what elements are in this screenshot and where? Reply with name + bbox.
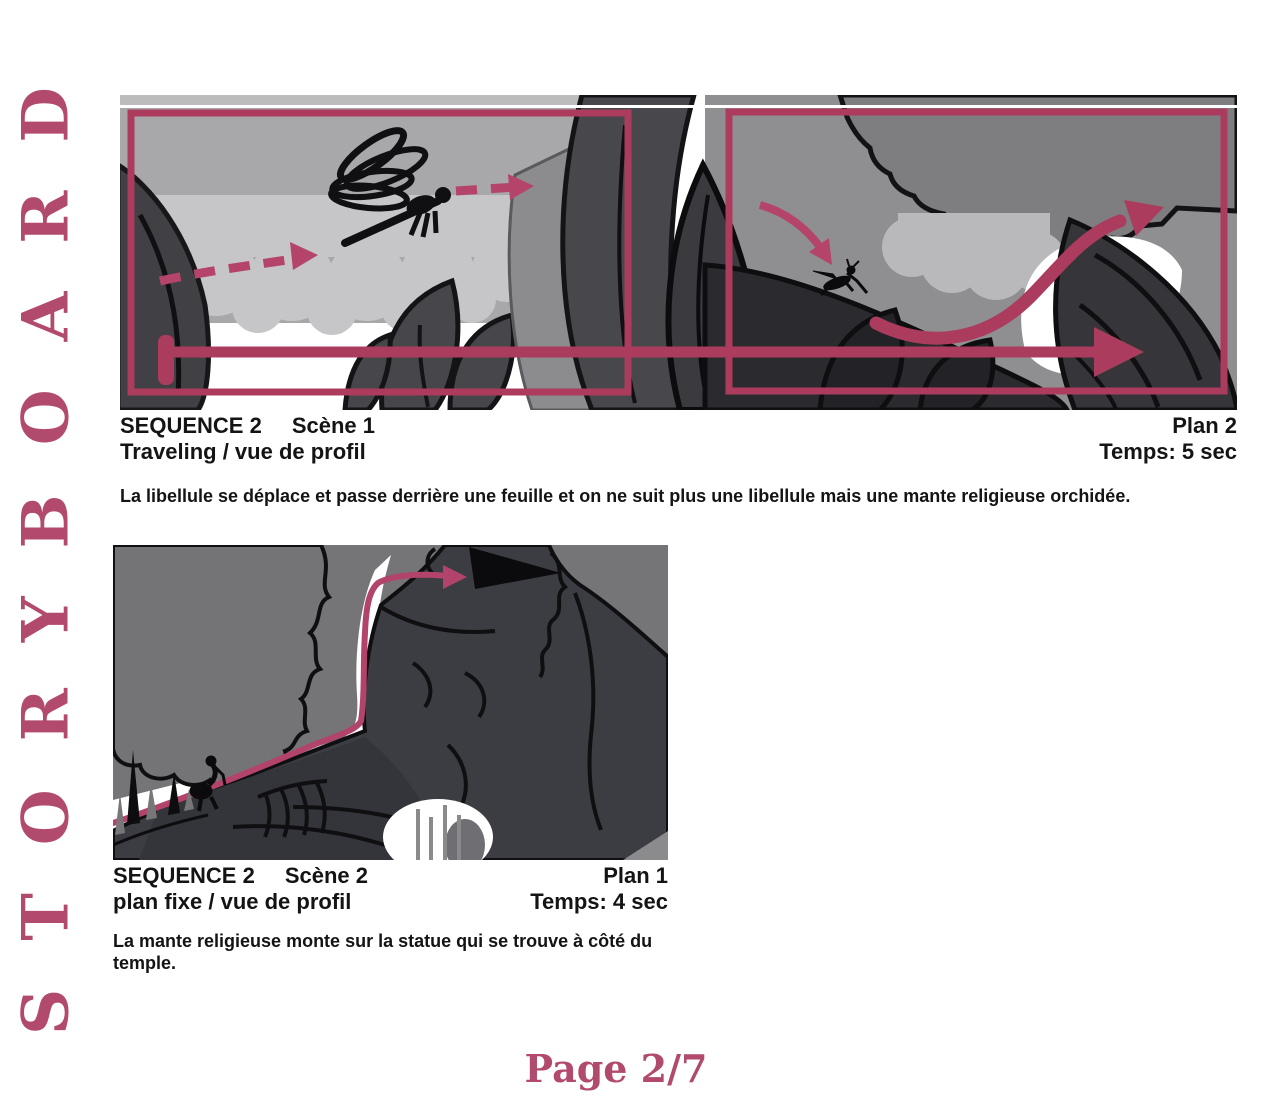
- duration-label-1: Temps: 5 sec: [1099, 439, 1237, 464]
- plan-label-1: Plan 2: [1172, 413, 1237, 438]
- shot-info-1: [120, 413, 1237, 465]
- scene-label-1: Scène 1: [291, 413, 375, 438]
- storyboard-panel-1: [120, 95, 1237, 410]
- plan-label-2: Plan 1: [603, 863, 668, 888]
- shot-type-1: Traveling / vue de profil: [120, 439, 366, 464]
- storyboard-art-1: [120, 95, 1237, 410]
- sequence-label-2: SEQUENCE 2: [113, 863, 255, 888]
- shot-description-1: La libellule se déplace et passe derrière une feuille et on ne suit plus une libellule mais une mante religieuse orchidée.: [120, 486, 1131, 506]
- sequence-label-1: SEQUENCE 2: [120, 413, 262, 438]
- storyboard-panel-2: [113, 545, 668, 860]
- scene-label-2: Scène 2: [284, 863, 368, 888]
- shot-type-2: plan fixe / vue de profil: [113, 889, 352, 914]
- duration-label-2: Temps: 4 sec: [530, 889, 668, 914]
- storyboard-art-2: [113, 545, 668, 860]
- shot-description-2: La mante religieuse monte sur la statue qui se trouve à côté du temple.: [113, 931, 653, 973]
- storyboard-vertical-title: STORYBOARD: [8, 39, 84, 1035]
- page-number: Page 2/7: [524, 1046, 708, 1091]
- shot-info-2: [113, 863, 668, 915]
